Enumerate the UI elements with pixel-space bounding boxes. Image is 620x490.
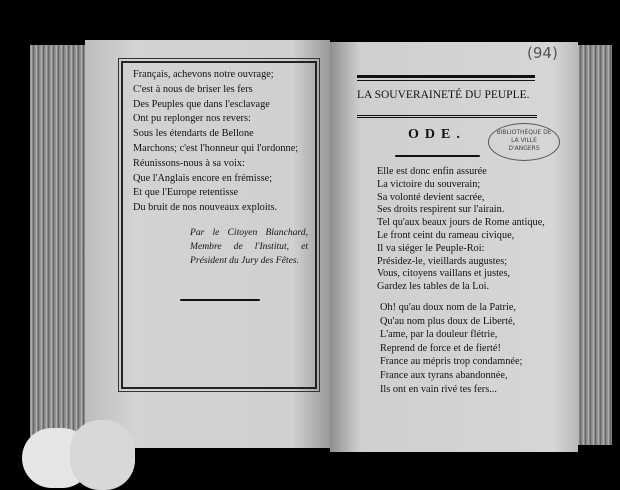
poem-line: Gardez les tables de la Loi.: [377, 281, 490, 293]
poem-line: Français, achevons notre ouvrage;: [133, 69, 274, 80]
poem-line: Des Peuples que dans l'esclavage: [133, 98, 270, 110]
right-page-edges: [572, 45, 612, 445]
stanza-1: [377, 166, 545, 294]
poem-line: Sous les étendarts de Bellone: [133, 128, 254, 140]
left-poem: [133, 68, 298, 216]
poem-line: Présidez-le, vieillards augustes;: [377, 255, 508, 267]
page-number: (94): [527, 44, 558, 62]
poem-line: Ont pu replonger nos revers:: [133, 113, 251, 125]
stanza-2: [380, 301, 522, 396]
poem-line: C'est à nous de briser les fers: [133, 83, 253, 95]
poem-line: Sa volonté devient sacrée,: [377, 191, 485, 203]
poem-line: Reprend de force et de fierté!: [380, 342, 501, 354]
top-rule-thin: [357, 80, 535, 81]
poem-line: Il va siéger le Peuple-Roi:: [377, 242, 485, 254]
poem-line: Elle est donc enfin assurée: [377, 166, 487, 177]
top-rule: [357, 75, 535, 78]
library-stamp: BIBLIOTHÈQUE DE LA VILLE D'ANGERS: [488, 123, 560, 161]
page-title: LA SOUVERAINETÉ DU PEUPLE.: [357, 89, 530, 101]
poem-line: Qu'au nom plus doux de Liberté,: [380, 315, 516, 327]
poem-line: Ils ont en vain rivé tes fers...: [380, 383, 497, 395]
poem-line: Vous, citoyens vaillans et justes,: [377, 268, 511, 280]
poem-line: Oh! qu'au doux nom de la Patrie,: [380, 302, 516, 313]
poem-line: Que l'Anglais encore en frémisse;: [133, 172, 273, 184]
title-rule-2: [357, 117, 537, 118]
left-page-edges: [30, 45, 88, 445]
poem-line: Tel qu'aux beaux jours de Rome antique,: [377, 217, 545, 229]
title-rule: [357, 115, 537, 116]
poem-line: L'ame, par la douleur flétrie,: [380, 329, 498, 341]
ornament-rule: [180, 299, 260, 301]
ornament-rule-right: [395, 155, 480, 157]
poem-line: Ses droits respirent sur l'airain.: [377, 204, 505, 216]
subtitle: ODE.: [408, 127, 466, 142]
poem-line: France aux tyrans abandonnée,: [380, 369, 508, 381]
signature: Par le Citoyen Blanchard, Membre de l'Institut, et Président du Jury des Fêtes.: [190, 227, 308, 266]
poem-line: Marchons; c'est l'honneur qui l'ordonne;: [133, 142, 299, 154]
poem-line: France au mépris trop condamnée;: [380, 356, 523, 368]
poem-line: Le front ceint du rameau civique,: [377, 229, 515, 241]
poem-line: La victoire du souverain;: [377, 178, 481, 190]
poem-line: Du bruit de nos nouveaux exploits.: [133, 202, 278, 214]
poem-line: Et que l'Europe retentisse: [133, 187, 239, 199]
poem-line: Réunissons-nous à sa voix:: [133, 157, 245, 169]
